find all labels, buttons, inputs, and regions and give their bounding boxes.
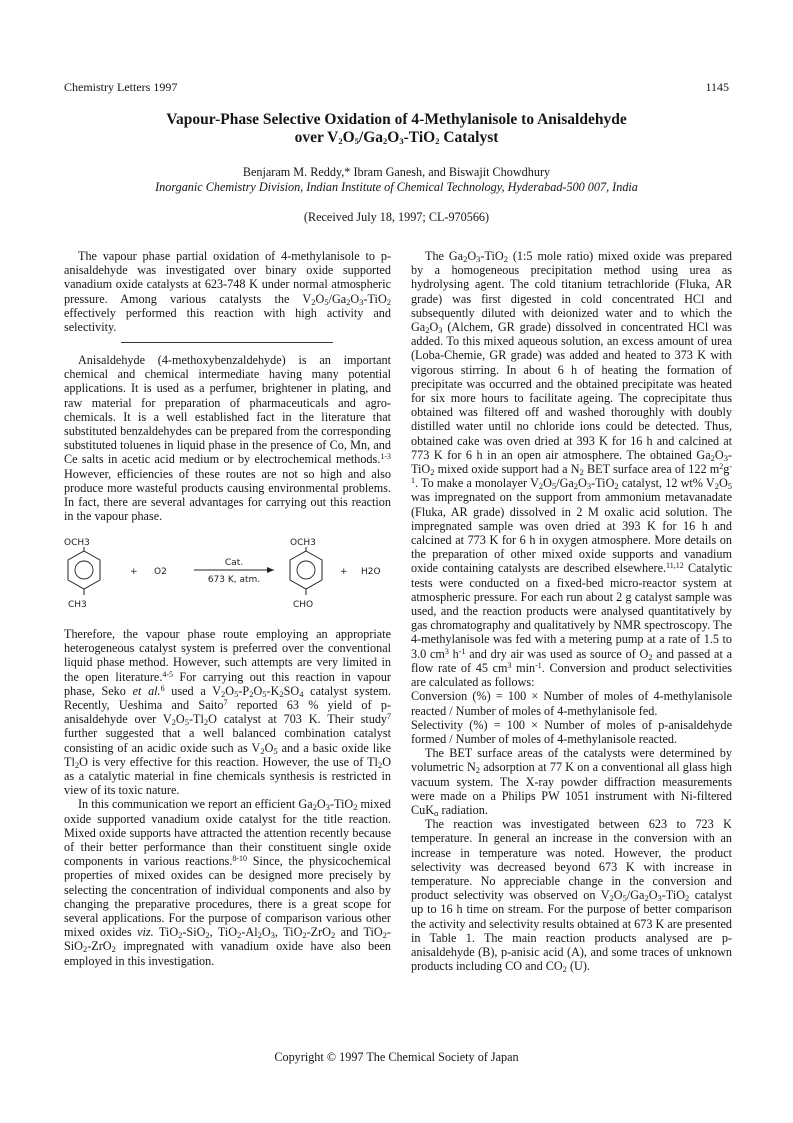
conversion-formula: Conversion (%) = 100 × Number of moles of 4-methylanisole reacted / Number of moles of 4-methylanisole fed. xyxy=(411,689,732,718)
author-list: Benjaram M. Reddy,* Ibram Ganesh, and Biswajit Chowdhury xyxy=(242,165,551,179)
abstract: The vapour phase partial oxidation of 4-methylanisole to p-anisaldehyde was investigated over binary oxide supported vanadium oxide catalysts at 623-748 K under normal atmospheric pressure. Among various catalysts the $V_2O_5/Ga_2O_3-TiO_2$ effectively performed this reaction with high activity and selectivity. xyxy=(64,249,391,335)
arrowhead xyxy=(267,567,274,573)
results-paragraph: The reaction was investigated between 623 to 723 K temperature. In general an increase in the conversion with an increase in temperature was noted. However, the product selectivity was decreased beyond 673 K with increase in temperature. No appreciable change in the conversion and product selectivity was observed on $V_2O_5/Ga_2O_3-TiO_2$ catalyst up to 16 h time on stream. For the purpose of better comparison the activity and selectivity results obtained at 673 K are presented in Table 1. The main reaction products analysed are p-anisaldehyde (B), p-anisic acid (A), and some traces of unknown products including CO and $CO_2$ (U). xyxy=(411,817,732,975)
experimental-paragraph: The $Ga_2O_3-TiO_2$ (1:5 mole ratio) mixed oxide was prepared by a homogeneous precipitation method using urea as hydrolysing agent. The cold titanium tetrachloride (Fluka, AR grade) was first digested in cold concentrated HCl and subsequently diluted with deionized water and to which the $Ga_2O_3$ (Alchem, GR grade) dissolved in concentrated HCl was added. To this mixed aqueous solution, an excess amount of urea (Loba-Chemie, GR grade) was added and heated to 373 K with vigorous stirring. In about 6 h of heating the formation of precipitate was occurred and the obtained precipitate was heated for six more hours to facilitate ageing. The coprecipitate thus obtained was filtered off and washed thoroughly with doubly distilled water until no chloride ions could be detected. Thus, obtained cake was oven dried at 393 K for 16 h and calcined at 773 K for 6 h in an open air atmosphere. The obtained $Ga_2O_3-TiO_2$ mixed oxide support had a $N_2$ BET surface area of 122 $m^2g^{-1}$. To make a monolayer $V_2O_5/Ga_2O_3-TiO_2$ catalyst, 12 wt% $V_2O_5$ was impregnated on the support from ammonium metavanadate (Fluka, AR grade) dissolved in 2 M oxalic acid solution. The impregnated sample was oven dried at 393 K for 16 h and calcined at 773 K for 6 h in oxygen atmosphere. More details on the preparation of other mixed oxide supports and vanadium oxide containing catalysts are described elsewhere.$^{11,12}$ Catalytic tests were conducted on a fixed-bed micro-reactor system at atmospheric pressure. For each run about 2 g catalyst sample was used, and the reaction products were analysed quantitatively by gas chromatography and qualitatively by NMR spectroscopy. The 4-methylanisole was fed with a metering pump at a rate of 1.5 to 3.0 $cm^3$ $h^{-1}$ and dry air was used as source of $O_2$ and passed at a flow rate of 45 $cm^3$ $\min^{-1}$. Conversion and product selectivities are calculated as follows: xyxy=(411,249,733,690)
product-aldehyde-label: CHO xyxy=(293,600,314,610)
catalyst-label: Cat. xyxy=(224,558,244,568)
intro-paragraph-1: Anisaldehyde (4-methoxybenzaldehyde) is an important chemical and chemical intermediate having many potential applications. It is used as a perfumer, brightener in plating, and raw material for preparation of pharmaceuticals and agro-chemicals. It is a well established fact in the literature that substituted benzaldehydes can be prepared from the corresponding substituted toluenes in liquid phase in the presence of Co, Mn, and Ce salts in acetic acid medium or by electrochemical methods.$^{1-3}$ However, efficiencies of these routes are not so high and also produce more wasteful products causing environmental problems. In fact, there are several advantages for carrying out this reaction in the vapour phase. xyxy=(64,353,391,524)
reactant-methyl-label: CH3 xyxy=(68,600,87,610)
selectivity-formula: Selectivity (%) = 100 × Number of moles of p-anisaldehyde formed / Number of moles of 4-methylanisole reacted. xyxy=(411,717,732,746)
title-line-1: Vapour-Phase Selective Oxidation of 4-Methylanisole to Anisaldehyde xyxy=(166,111,627,128)
water-label: H2O xyxy=(361,567,381,577)
abstract-divider xyxy=(121,342,333,343)
intro-continued: Therefore, the vapour phase route employing an appropriate heterogeneous catalyst system is preferred over the conventional liquid phase method. However, such attempts are very limited in the open literature.$^{4-5}$ For carrying out this reaction in vapour phase, Seko et al.$^6$ used a $V_2O_5-P_2O_5-K_2SO_4$ catalyst system. Recently, Ueshima and Saito$^7$ reported 63 % yield of p-anisaldehyde over $V_2O_5-Tl_2O$ catalyst at 703 K. Their study$^7$ further suggested that a well balanced combination catalyst consisting of an acidic oxide such as $V_2O_5$ and a basic oxide like $Tl_2O$ is very effective for this reaction. However, the use of $Tl_2O$ as a catalytic material in fine chemicals synthesis is restricted in view of its toxic nature. In this communication we report an efficient $Ga_2O_3-TiO_2$ mixed oxide supported vanadium oxide catalyst for the title reaction. Mixed oxide supports have attracted the attention recently because of their better performance than their constituent single oxide components in various reactions.$^{8-10}$ Since, the physicochemical properties of mixed oxides can be designed more precisely by selecting the concentration of individual components and also by changing the preparative procedures, there is a great scope for several applications. For the purpose of comparison various other mixed oxides viz. TiO$_2$-SiO$_2$, $TiO_2-Al_2O_3$, TiO$_2$-ZrO$_2$ and TiO$_2$-SiO$_2$-ZrO$_2$ impregnated with vanadium oxide have also been employed in this investigation. xyxy=(64,627,392,968)
right-column xyxy=(411,249,732,973)
oxygen-label: O2 xyxy=(154,567,167,577)
conditions-label: 673 K, atm. xyxy=(207,575,261,585)
reactant-benzene-ring xyxy=(68,547,100,595)
reaction-scheme xyxy=(64,535,391,623)
copyright-footer: Copyright © 1997 The Chemical Society of Japan xyxy=(274,1050,519,1064)
plus-sign-1: + xyxy=(130,567,138,577)
plus-sign-2: + xyxy=(340,567,348,577)
reactant-methoxy-label: OCH3 xyxy=(64,538,90,548)
page-number: 1145 xyxy=(705,80,729,94)
product-benzene-ring xyxy=(290,547,322,595)
journal-header: Chemistry Letters 1997 xyxy=(64,80,178,94)
product-methoxy-label: OCH3 xyxy=(290,538,316,548)
characterization-paragraph: The BET surface areas of the catalysts were determined by volumetric $N_2$ adsorption at 77 K on a conventional all glass high vacuum system. The X-ray powder diffraction measurements were made on a Philips PW 1051 instrument with Ni-filtered CuK$_\alpha$ radiation. xyxy=(411,746,732,818)
affiliation: Inorganic Chemistry Division, Indian Institute of Chemical Technology, Hyderabad-500 007, India xyxy=(155,180,638,194)
received-date: (Received July 18, 1997; CL-970566) xyxy=(303,210,490,224)
title-line-2: over $V_2O_5/Ga_2O_3-TiO_2$ Catalyst xyxy=(294,129,499,146)
paper-title xyxy=(60,111,733,147)
